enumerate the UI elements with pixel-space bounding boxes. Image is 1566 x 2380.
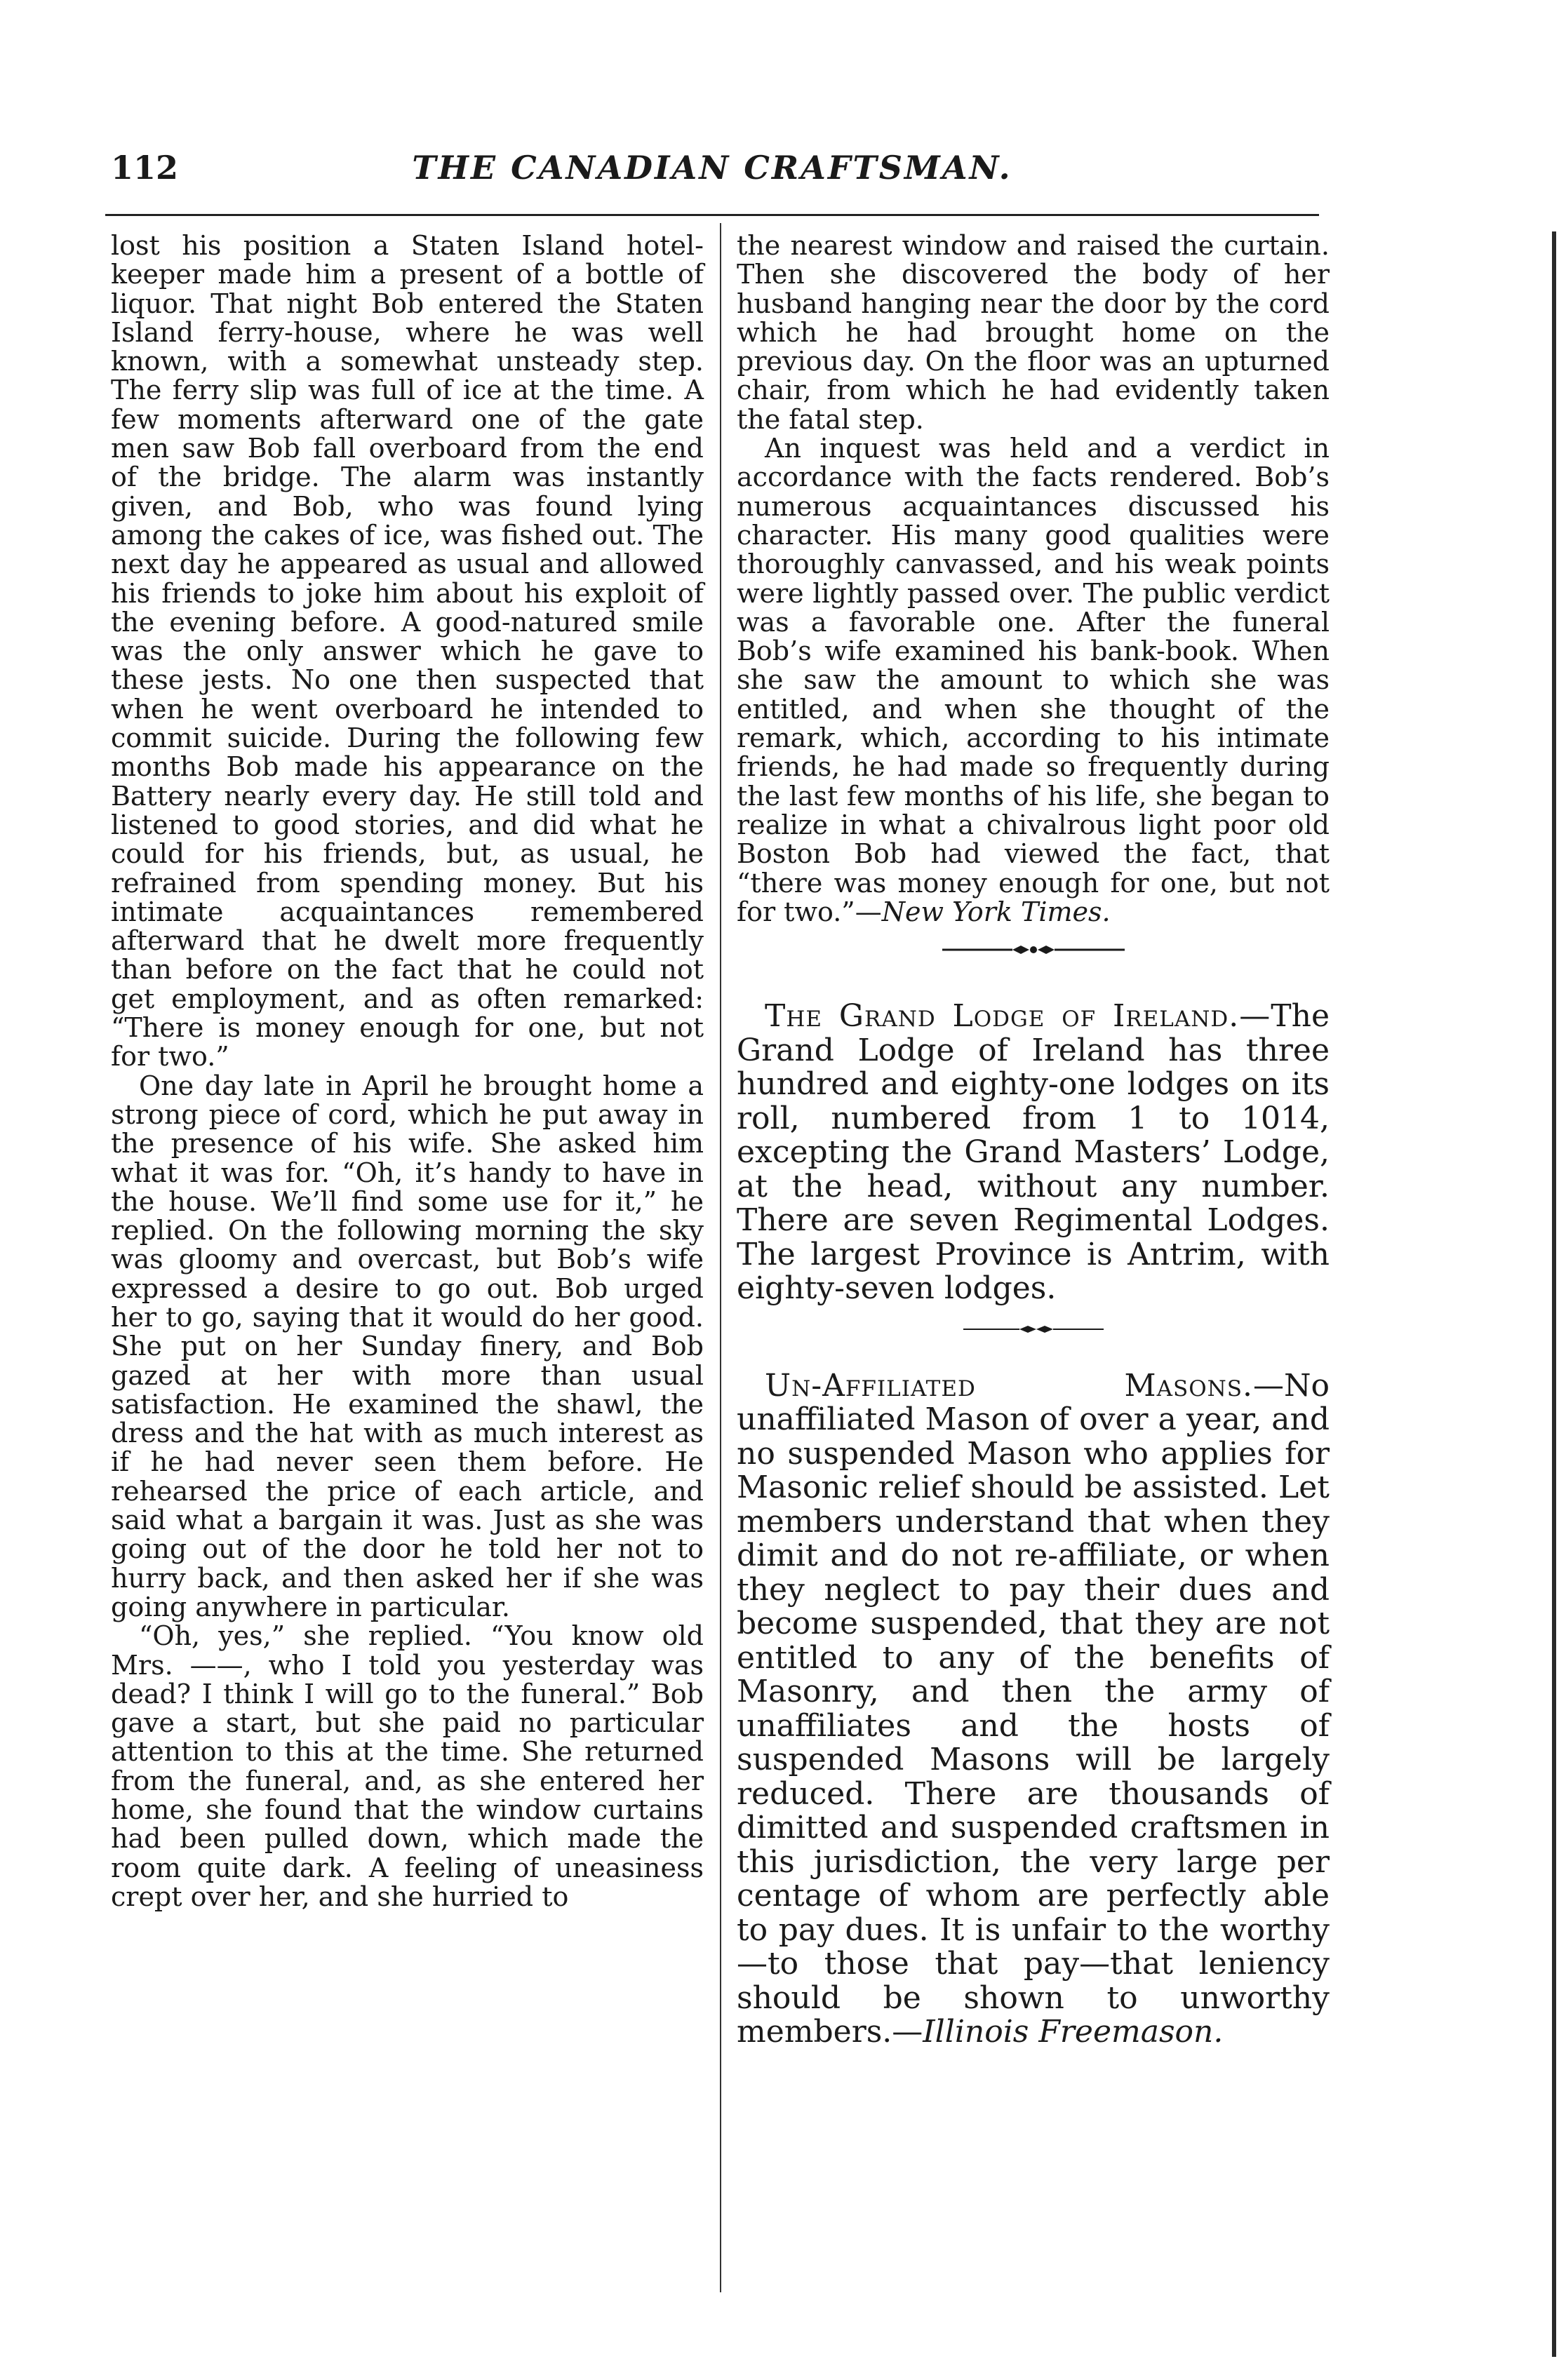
header-rule bbox=[105, 214, 1319, 216]
article-text: —No unaffiliated Mason of over a year, and no suspended Mason who applies for Masonic relief should be assisted. Let members understand that when they dimit and do not re-affiliate, or when they neglect to pay their dues and become suspended, that they are not entitled to any of the benefits of Masonry, and then the army of unaffiliates and the hosts of suspended Masons will be largely reduced. There are thousands of dimitted and suspended craftsmen in this jurisdiction, the very large per centage of whom are perfectly able to pay dues. It is unfair to the worthy—to those that pay—that leniency should be shown to unworthy members.— bbox=[737, 1367, 1330, 2050]
article-paragraph: the nearest window and raised the curtain. Then she discovered the body of her husband hanging near the door by the cord which he had brought home on the previous day. On the floor was an upturned chair, from which he had evidently taken the fatal step. bbox=[737, 230, 1330, 435]
grand-lodge-article bbox=[737, 1000, 1330, 1306]
article-text: The Grand Lodge of Ireland has three hundred and eighty-one lodges on its roll, numbered from 1 to 1014, excepting the Grand Masters’ Lodge, at the head, without any number. There are seven Regimental Lodges. The largest Province is Antrim, with eighty-seven lodges. bbox=[737, 998, 1330, 1307]
article-paragraph: lost his position a Staten Island hotel-keeper made him a present of a bottle of liquor. That night Bob entered the Staten Island ferry-house, where he was well known, with a somewhat unsteady step. The ferry slip was full of ice at the time. A few moments afterward one of the gate men saw Bob fall overboard from the end of the bridge. The alarm was instantly given, and Bob, who was found lying among the cakes of ice, was fished out. The next day he appeared as usual and allowed his friends to joke him about his exploit of the evening before. A good-natured smile was the only answer which he gave to these jests. No one then suspected that when he went overboard he intended to commit suicide. During the following few months Bob made his appearance on the Battery nearly every day. He still told and listened to good stories, and did what he could for his friends, but, as usual, he refrained from spending money. But his intimate acquaintances remembered afterward that he dwelt more frequently than before on the fact that he could not get employment, and as often remarked: “There is money enough for one, but not for two.” bbox=[111, 230, 704, 1073]
article-heading: The Grand Lodge of Ireland.— bbox=[765, 998, 1271, 1035]
article-text: An inquest was held and a verdict in accordance with the facts rendered. Bob’s numerous acquaintances discussed his character. His many good qualities were thoroughly canvassed, and his weak points were lightly passed over. The public verdict was a favorable one. After the funeral Bob’s wife examined his bank-book. When she saw the amount to which she was entitled, and when she thought of the remark, which, according to his intimate friends, he had made so frequently during the last few months of his life, she began to realize in what a chivalrous light poor old Boston Bob had viewed the fact, that “there was money enough for one, but not for two.”— bbox=[737, 433, 1330, 927]
article-paragraph: “Oh, yes,” she replied. “You know old Mrs. ——, who I told you yesterday was dead? I think I will go to the funeral.” Bob gave a start, but she paid no particular attention to this at the time. She returned from the funeral, and, as she entered her home, she found that the window curtains had been pulled down, which made the room quite dark. A feeling of uneasiness crept over her, and she hurried to bbox=[111, 1620, 704, 1912]
article-paragraph bbox=[737, 434, 1330, 927]
page-edge-shadow bbox=[1552, 231, 1556, 2357]
right-column bbox=[737, 231, 1330, 2050]
section-divider-ornament bbox=[942, 942, 1125, 957]
page-number: 112 bbox=[111, 149, 179, 187]
running-title: THE CANADIAN CRAFTSMAN. bbox=[412, 149, 1012, 187]
article-heading: Un-Affiliated Masons. bbox=[765, 1367, 1253, 1404]
left-column bbox=[111, 231, 704, 1911]
article-paragraph: One day late in April he brought home a strong piece of cord, which he put away in the presence of his wife. She asked him what it was for. “Oh, it’s handy to have in the house. We’ll find some use for it,” he replied. On the following morning the sky was gloomy and overcast, but Bob’s wife expressed a desire to go out. Bob urged her to go, saying that it would do her good. She put on her Sunday finery, and Bob gazed at her with more than usual satisfaction. He examined the shawl, the dress and the hat with as much interest as if he had never seen them before. He rehearsed the price of each article, and said what a bargain it was. Just as she was going out of the door he told her not to hurry back, and then asked her if she was going anywhere in particular. bbox=[111, 1070, 704, 1622]
source-credit: New York Times. bbox=[881, 896, 1111, 927]
source-credit: Illinois Freemason. bbox=[923, 2014, 1224, 2050]
unaffiliated-masons-article bbox=[737, 1369, 1330, 2050]
section-divider-ornament bbox=[963, 1323, 1104, 1336]
page-header bbox=[105, 149, 1319, 198]
column-divider bbox=[720, 223, 721, 2292]
